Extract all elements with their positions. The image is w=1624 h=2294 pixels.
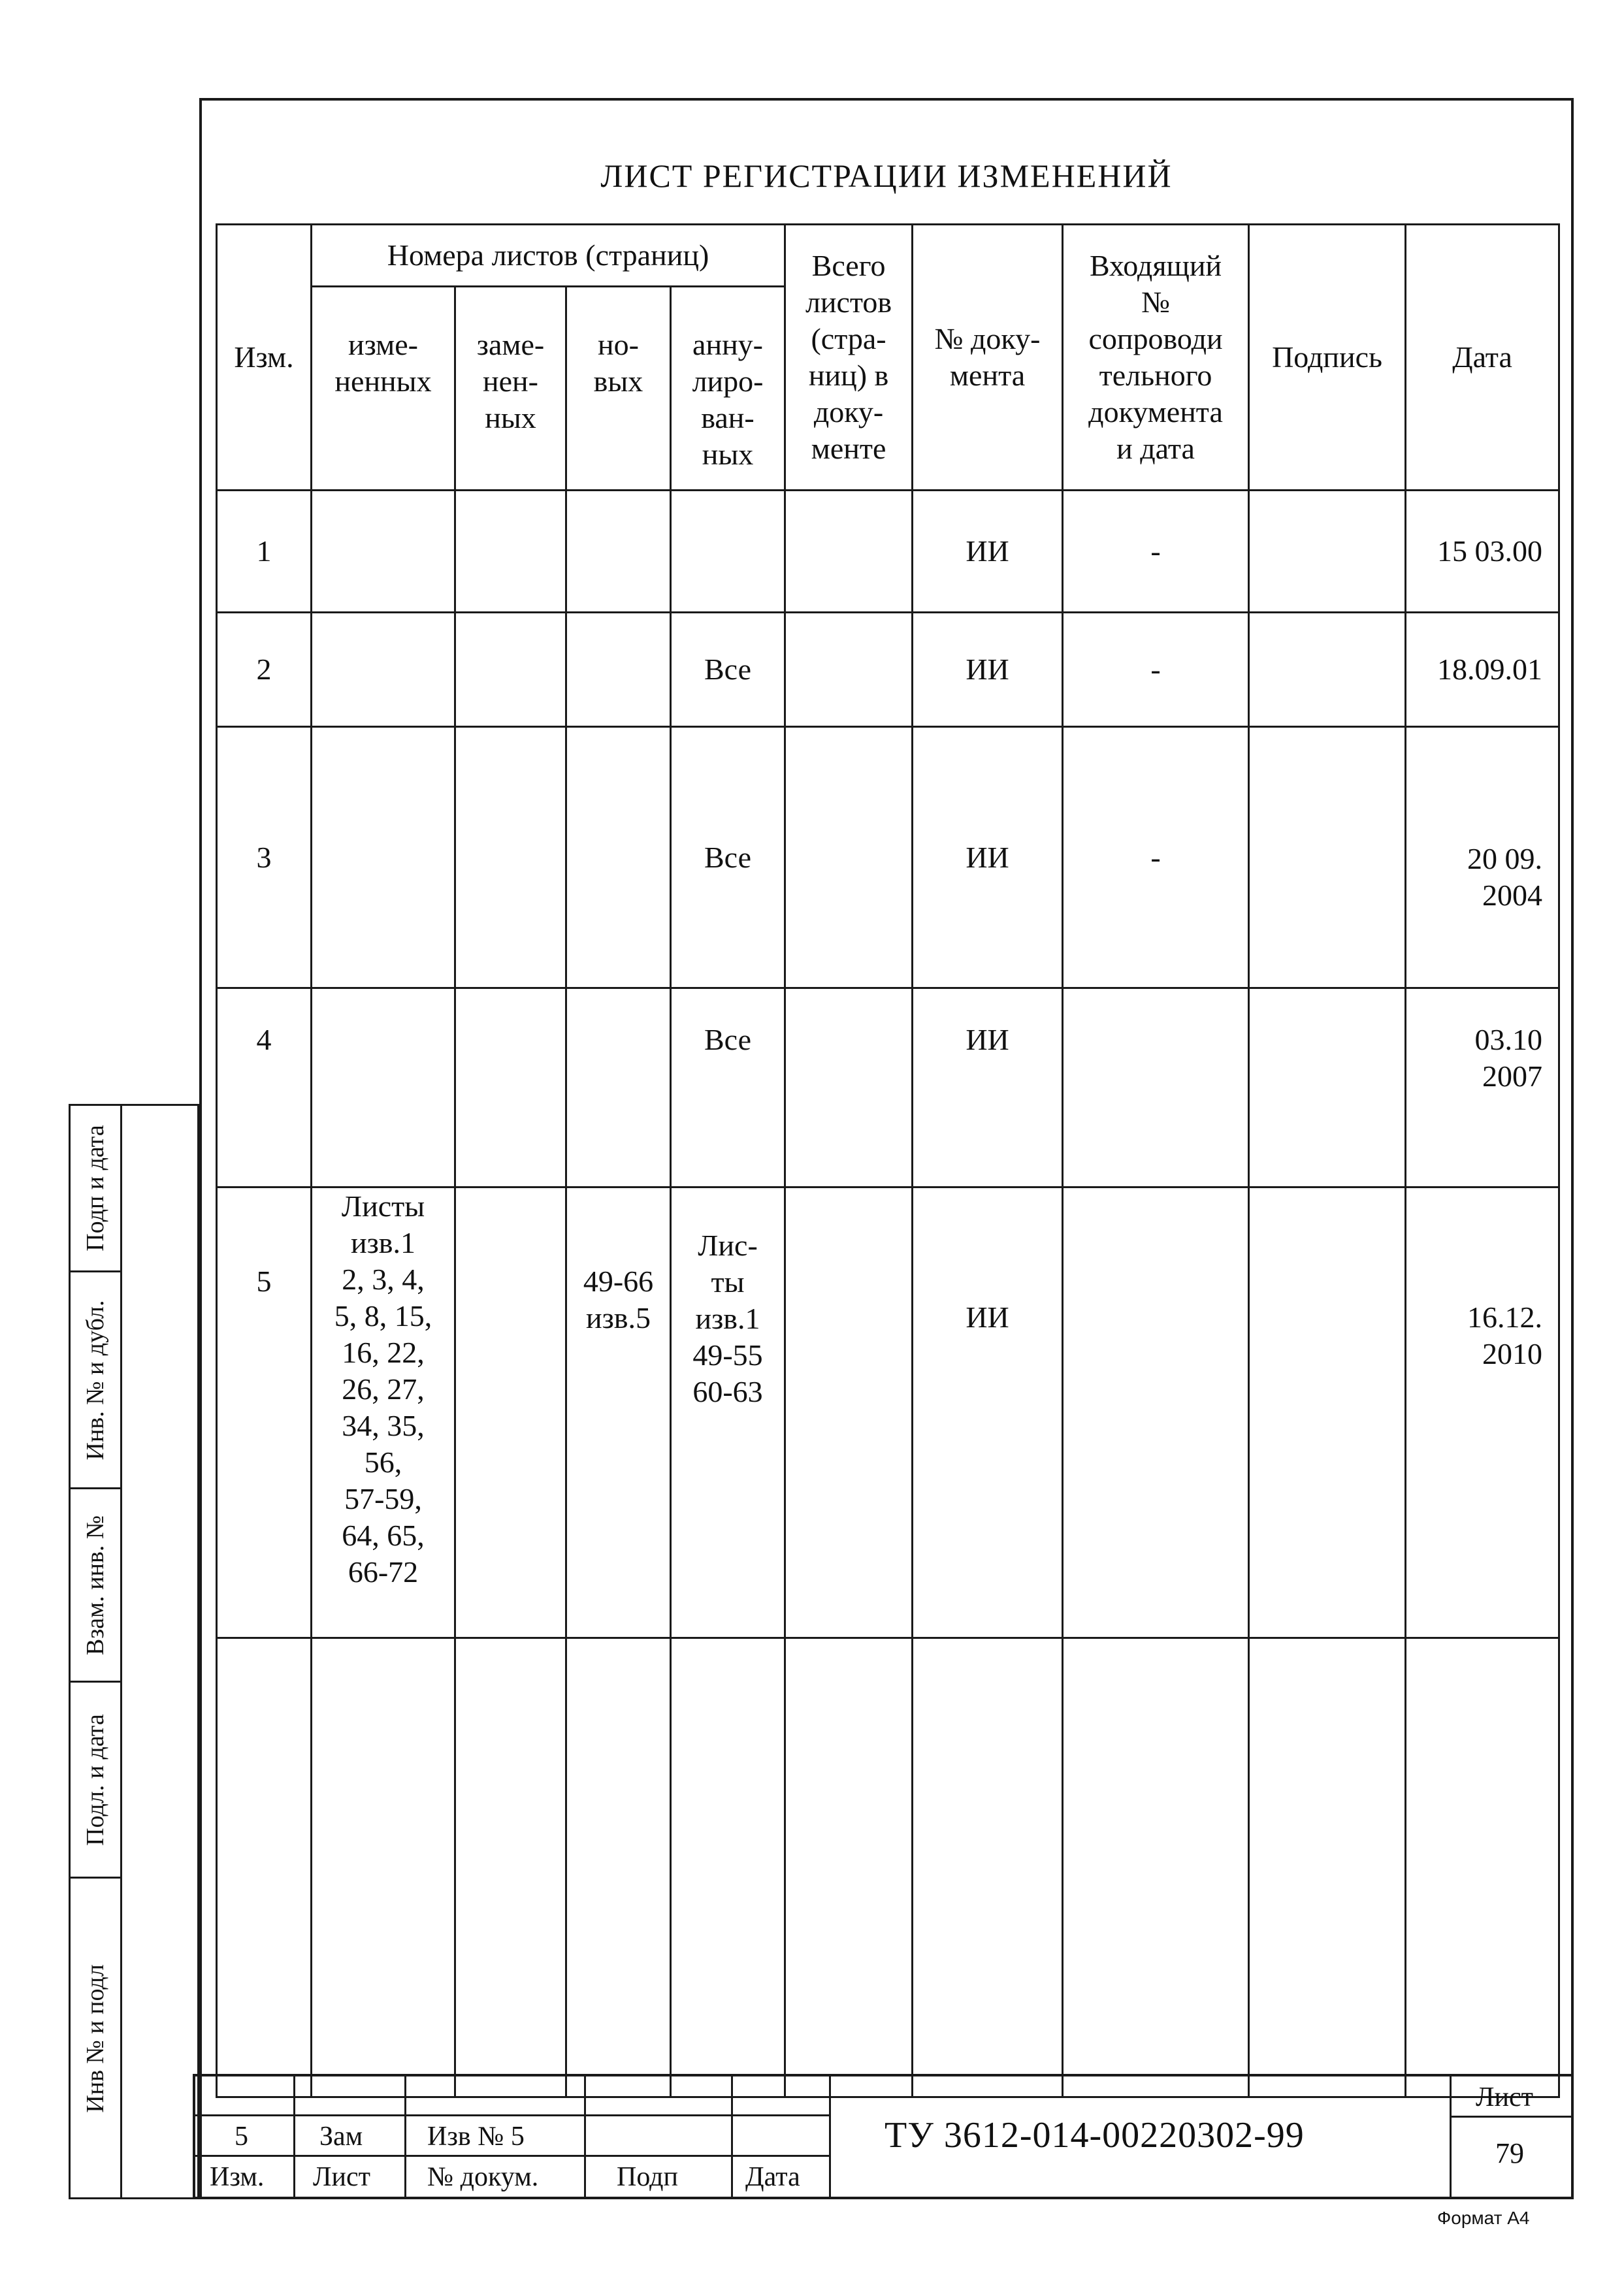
header-total-sheets: Всего листов (стра- ниц) в доку- менте (785, 225, 913, 491)
table-row (217, 1187, 1559, 1638)
side-cell (71, 1879, 120, 2199)
cell-doc-number: ИИ (913, 613, 1063, 727)
cell-doc-number: ИИ (913, 491, 1063, 613)
cell-total (785, 727, 913, 988)
side-label-sign-date: Подп и дата (82, 1125, 109, 1252)
cell-total (785, 491, 913, 613)
cell-izm: 4 (217, 988, 312, 1187)
tb-list-value: Зам (319, 2122, 363, 2152)
cell-signature (1249, 727, 1406, 988)
tb-line (1450, 2076, 1452, 2197)
tb-izm-label: Изм. (210, 2162, 265, 2192)
cell-changed (312, 613, 455, 727)
cell-annulled: Все (671, 613, 785, 727)
cell-date: 15 03.00 (1406, 491, 1559, 613)
cell-total (785, 613, 913, 727)
tb-line (195, 2114, 829, 2116)
cell-date: 20 09. 2004 (1406, 727, 1559, 988)
cell-total (785, 1187, 913, 1638)
tb-line (293, 2076, 295, 2197)
cell-date: 03.10 2007 (1406, 988, 1559, 1187)
tb-line (1450, 2116, 1574, 2118)
cell-replaced (455, 988, 566, 1187)
side-strip-divider (120, 1106, 122, 2197)
header-signature: Подпись (1249, 225, 1406, 491)
sheet-label: Лист (1476, 2082, 1533, 2112)
cell-incoming: - (1063, 613, 1249, 727)
cell-doc-number: ИИ (913, 1187, 1063, 1638)
cell-signature (1249, 491, 1406, 613)
cell-incoming: - (1063, 727, 1249, 988)
cell-replaced (455, 727, 566, 988)
cell-new (566, 727, 671, 988)
side-cell (71, 1272, 120, 1489)
header-incoming-doc: Входящий № сопроводи тельного документа и дата (1063, 225, 1249, 491)
tb-doc-value: Изв № 5 (427, 2122, 525, 2152)
tb-izm-value: 5 (235, 2122, 248, 2152)
table-row (217, 613, 1559, 727)
table-row (217, 727, 1559, 988)
tb-date-label: Дата (745, 2162, 800, 2192)
cell-annulled: Лис- ты изв.1 49-55 60-63 (671, 1187, 785, 1638)
cell-changed (312, 727, 455, 988)
header-replaced: заме- нен- ных (455, 287, 566, 491)
cell-total (785, 988, 913, 1187)
table-row-empty (217, 1638, 1559, 2097)
side-label-replace-inv: Взам. инв. № (82, 1515, 109, 1655)
side-strip (69, 1104, 199, 2199)
side-cell (71, 1683, 120, 1879)
cell-signature (1249, 613, 1406, 727)
header-date: Дата (1406, 225, 1559, 491)
page-title: ЛИСТ РЕГИСТРАЦИИ ИЗМЕНЕНИЙ (600, 157, 1173, 194)
tb-line (404, 2076, 406, 2197)
cell-izm: 3 (217, 727, 312, 988)
cell-doc-number: ИИ (913, 988, 1063, 1187)
cell-changed (312, 491, 455, 613)
cell-date: 18.09.01 (1406, 613, 1559, 727)
side-label-orig-sign-date: Подл. и дата (82, 1713, 109, 1846)
header-changed: изме- ненных (312, 287, 455, 491)
side-label-inv-dupl: Инв. № и дубл. (82, 1300, 109, 1460)
cell-new (566, 613, 671, 727)
cell-new (566, 491, 671, 613)
tb-sign-label: Подп (617, 2162, 678, 2192)
cell-annulled: Все (671, 988, 785, 1187)
cell-signature (1249, 988, 1406, 1187)
cell-doc-number: ИИ (913, 727, 1063, 988)
cell-changed (312, 988, 455, 1187)
format-label: Формат А4 (1437, 2208, 1530, 2228)
cell-date: 16.12. 2010 (1406, 1187, 1559, 1638)
cell-izm: 2 (217, 613, 312, 727)
title-block (193, 2074, 1574, 2199)
cell-changed: Листы изв.1 2, 3, 4, 5, 8, 15, 16, 22, 26, 27, 34, 35, 56, 57-59, 64, 65, 66-72 (312, 1187, 455, 1638)
table-row (217, 491, 1559, 613)
side-cell (71, 1489, 120, 1683)
table-row (217, 988, 1559, 1187)
side-cell (71, 1106, 120, 1272)
header-sheet-numbers: Номера листов (страниц) (312, 225, 785, 287)
cell-izm: 1 (217, 491, 312, 613)
tb-list-label: Лист (313, 2162, 370, 2192)
cell-incoming (1063, 1187, 1249, 1638)
header-new: но- вых (566, 287, 671, 491)
cell-replaced (455, 613, 566, 727)
side-label-inv-orig: Инв № и подл (82, 1964, 109, 2113)
cell-incoming: - (1063, 491, 1249, 613)
cell-annulled: Все (671, 727, 785, 988)
tb-line (829, 2076, 831, 2197)
tb-line (195, 2155, 829, 2157)
tb-line (731, 2076, 733, 2197)
document-code: ТУ 3612-014-00220302-99 (885, 2115, 1305, 2156)
cell-signature (1249, 1187, 1406, 1638)
cell-replaced (455, 1187, 566, 1638)
cell-new (566, 988, 671, 1187)
header-annulled: анну- лиро- ван- ных (671, 287, 785, 491)
cell-izm: 5 (217, 1187, 312, 1638)
registration-table (216, 223, 1560, 2098)
cell-annulled (671, 491, 785, 613)
header-izm: Изм. (217, 225, 312, 491)
tb-line (584, 2076, 586, 2197)
sheet-number: 79 (1495, 2137, 1524, 2169)
cell-incoming (1063, 988, 1249, 1187)
cell-replaced (455, 491, 566, 613)
tb-doc-label: № докум. (427, 2162, 539, 2192)
cell-new: 49-66 изв.5 (566, 1187, 671, 1638)
header-doc-number: № доку- мента (913, 225, 1063, 491)
